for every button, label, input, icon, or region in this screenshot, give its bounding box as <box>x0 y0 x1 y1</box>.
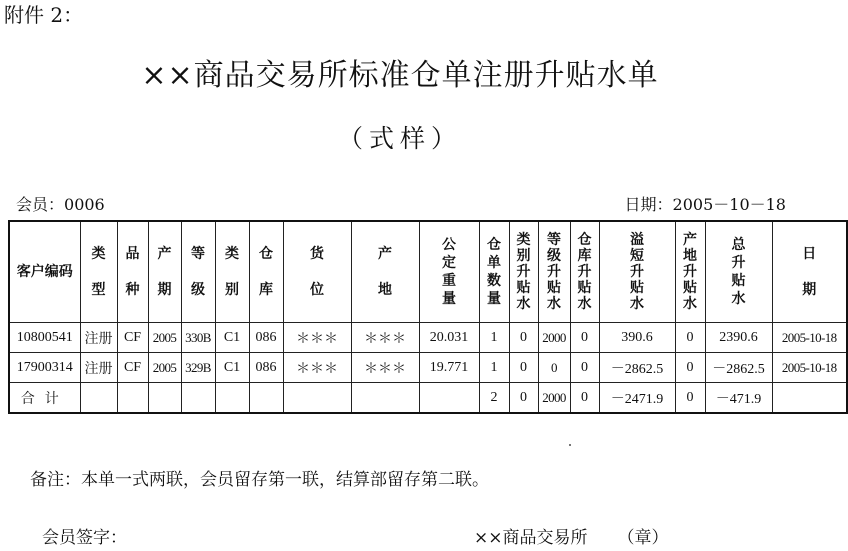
cell-warehouse: 086 <box>249 353 283 383</box>
header-warehouse-premium: 仓库升贴水 <box>570 221 599 323</box>
cell-variety: CF <box>117 353 148 383</box>
remarks: 备注：本单一式两联，会员留存第一联，结算部留存第二联。 <box>30 470 489 490</box>
cell-production-period: 2005 <box>148 353 181 383</box>
member-value: 0006 <box>64 195 105 214</box>
cell-type: 注册 <box>80 353 117 383</box>
header-grade-premium: 等级升贴水 <box>538 221 570 323</box>
cell-grade-premium: 2000 <box>538 323 570 353</box>
cell-warehouse-premium: 0 <box>570 323 599 353</box>
cell-type: 注册 <box>80 323 117 353</box>
header-standard-weight: 公定重量 <box>419 221 479 323</box>
header-row <box>9 221 847 323</box>
cell-empty <box>351 383 419 414</box>
cell-overshort-premium: －2862.5 <box>599 353 675 383</box>
cell-grade: 330B <box>181 323 215 353</box>
cell-location: ＊＊＊ <box>283 323 351 353</box>
cell-production-period: 2005 <box>148 323 181 353</box>
cell-date: 2005-10-18 <box>772 323 847 353</box>
header-category: 类别 <box>215 221 249 323</box>
cell-overshort-premium: 390.6 <box>599 323 675 353</box>
cell-total-premium: 2390.6 <box>705 323 772 353</box>
member-info <box>16 194 105 216</box>
header-overshort-premium: 溢短升贴水 <box>599 221 675 323</box>
header-origin: 产地 <box>351 221 419 323</box>
header-total-premium: 总升贴水 <box>705 221 772 323</box>
cell-origin: ＊＊＊ <box>351 353 419 383</box>
header-category-premium: 类别升贴水 <box>509 221 538 323</box>
member-label: 会员： <box>16 195 65 214</box>
header-location: 货位 <box>283 221 351 323</box>
date-value: 2005－10－18 <box>672 195 786 214</box>
cell-total-category-premium: 0 <box>509 383 538 414</box>
cell-empty <box>283 383 351 414</box>
cell-grade: 329B <box>181 353 215 383</box>
cell-standard-weight: 20.031 <box>419 323 479 353</box>
header-grade: 等级 <box>181 221 215 323</box>
document-title: ××商品交易所标准仓单注册升贴水单 <box>141 58 659 93</box>
cell-total-warehouse-premium: 0 <box>570 383 599 414</box>
cell-empty <box>80 383 117 414</box>
header-origin-premium: 产地升贴水 <box>675 221 705 323</box>
cell-category: C1 <box>215 353 249 383</box>
cell-receipt-quantity: 1 <box>479 353 509 383</box>
cell-origin-premium: 0 <box>675 353 705 383</box>
attachment-label: 附件 2： <box>4 3 84 27</box>
exchange-name: ××商品交易所 <box>474 528 588 548</box>
cell-category: C1 <box>215 323 249 353</box>
cell-location: ＊＊＊ <box>283 353 351 383</box>
header-customer-code: 客户编码 <box>9 221 80 323</box>
cell-total-grade-premium: 2000 <box>538 383 570 414</box>
cell-total-premium: －2862.5 <box>705 353 772 383</box>
cell-origin-premium: 0 <box>675 323 705 353</box>
cell-total-label: 合计 <box>9 383 80 414</box>
cell-empty <box>148 383 181 414</box>
header-type: 类型 <box>80 221 117 323</box>
table-row <box>9 323 847 353</box>
cell-customer-code: 17900314 <box>9 353 80 383</box>
document-subtitle: （式样） <box>337 124 462 153</box>
cell-warehouse: 086 <box>249 323 283 353</box>
cell-total-origin-premium: 0 <box>675 383 705 414</box>
cell-warehouse-premium: 0 <box>570 353 599 383</box>
cell-empty <box>772 383 847 414</box>
header-date: 日期 <box>772 221 847 323</box>
cell-category-premium: 0 <box>509 323 538 353</box>
seal-label: （章） <box>617 528 669 548</box>
cell-grade-premium: 0 <box>538 353 570 383</box>
exchange-seal <box>474 526 669 550</box>
cell-empty <box>249 383 283 414</box>
date-label: 日期： <box>624 195 673 214</box>
header-production-period: 产期 <box>148 221 181 323</box>
cell-empty <box>181 383 215 414</box>
cell-total-premium-sum: －471.9 <box>705 383 772 414</box>
cell-receipt-quantity: 1 <box>479 323 509 353</box>
cell-date: 2005-10-18 <box>772 353 847 383</box>
table-row <box>9 353 847 383</box>
cell-origin: ＊＊＊ <box>351 323 419 353</box>
scan-speck <box>569 444 571 446</box>
cell-empty <box>215 383 249 414</box>
cell-customer-code: 10800541 <box>9 323 80 353</box>
receipt-table <box>8 220 848 414</box>
header-variety: 品种 <box>117 221 148 323</box>
date-info <box>625 194 786 216</box>
cell-total-overshort-premium: －2471.9 <box>599 383 675 414</box>
cell-variety: CF <box>117 323 148 353</box>
cell-category-premium: 0 <box>509 353 538 383</box>
total-row <box>9 383 847 414</box>
header-receipt-quantity: 仓单数量 <box>479 221 509 323</box>
cell-empty <box>419 383 479 414</box>
cell-total-receipt-quantity: 2 <box>479 383 509 414</box>
cell-standard-weight: 19.771 <box>419 353 479 383</box>
member-signature-label: 会员签字： <box>42 528 127 548</box>
cell-empty <box>117 383 148 414</box>
header-warehouse: 仓库 <box>249 221 283 323</box>
